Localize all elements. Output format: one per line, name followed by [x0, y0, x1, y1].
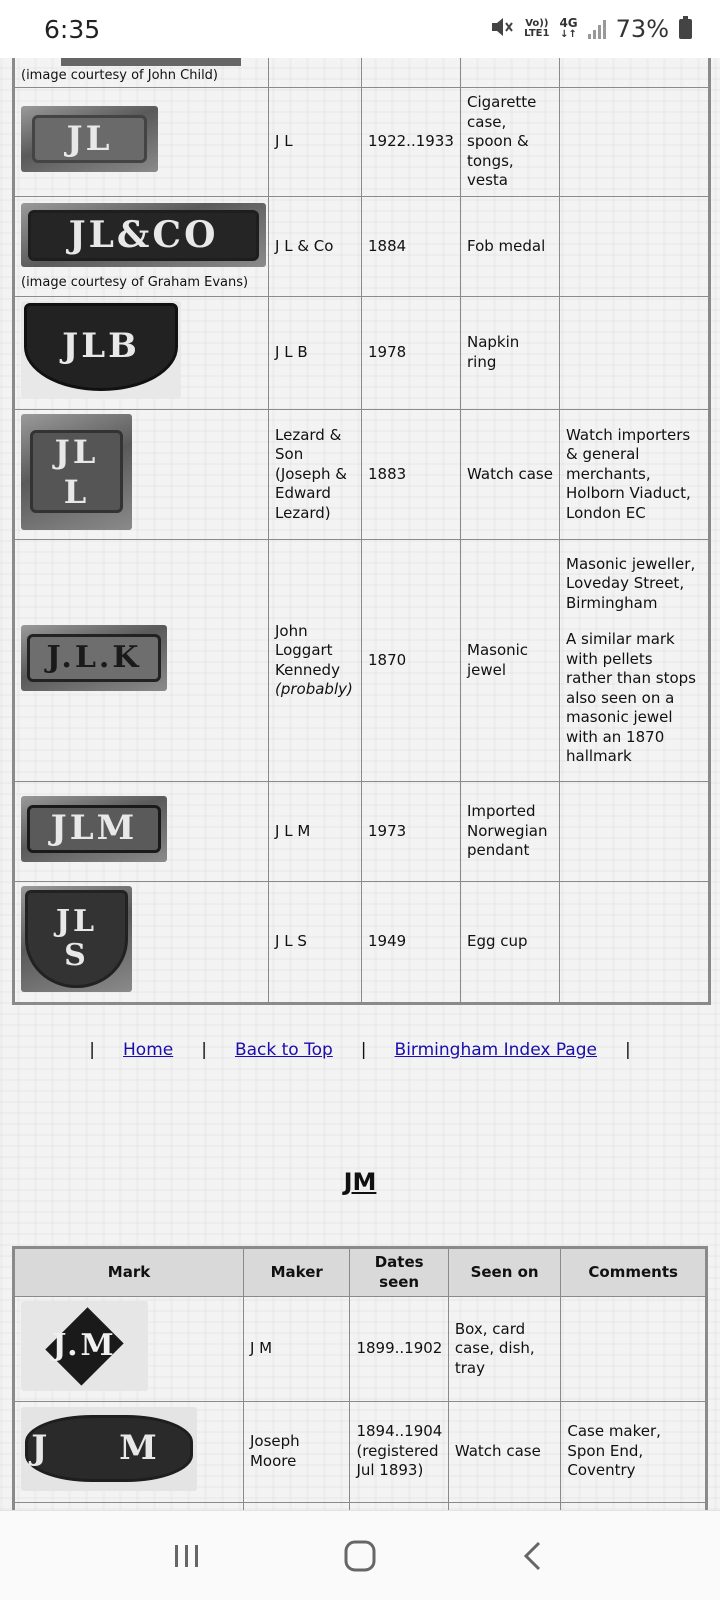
maker-cell: J L M: [269, 782, 362, 882]
header-seen-on: Seen on: [448, 1248, 560, 1297]
birmingham-index-link[interactable]: Birmingham Index Page: [394, 1040, 597, 1060]
mark-image: JL L: [21, 414, 132, 530]
mark-cell: [14, 782, 269, 882]
dates-cell: 1884: [362, 197, 461, 297]
table-row: [14, 782, 710, 882]
maker-cell: Lezard & Son (Joseph & Edward Lezard): [269, 409, 362, 540]
seen-on-cell: Egg cup: [461, 882, 560, 1004]
comments-cell: [560, 88, 710, 197]
mark-image: [61, 58, 241, 66]
dates-cell: 1922..1933: [362, 88, 461, 197]
mark-cell: [14, 882, 269, 1004]
back-to-top-link[interactable]: Back to Top: [234, 1040, 333, 1060]
maker-note: (probably): [275, 680, 353, 698]
system-nav-bar: [0, 1510, 720, 1600]
marks-table-jm: [12, 1246, 708, 1510]
maker-cell: J M: [243, 1297, 349, 1402]
volte-indicator: Vo)) LTE1: [524, 18, 550, 39]
network-indicator: 4G ↓↑: [559, 16, 578, 40]
table-row: [14, 1297, 707, 1402]
maker-cell: J L S: [269, 882, 362, 1004]
comments-cell: [560, 782, 710, 882]
seen-on-cell: Watch case: [461, 409, 560, 540]
table-row: [14, 882, 710, 1004]
header-comments: Comments: [561, 1248, 707, 1297]
page-nav-links: | Home | Back to Top | Birmingham Index Page |: [89, 1040, 631, 1060]
table-row: [14, 58, 710, 88]
comments-cell: Masonic jeweller, Loveday Street, Birmingham A similar mark with pellets rather than stops also seen on a masonic jewel with an 1870 hallmark: [560, 540, 710, 782]
table-row: [14, 540, 710, 782]
marks-table-jl: [12, 58, 711, 1005]
recents-button[interactable]: [157, 1531, 217, 1581]
home-button[interactable]: [330, 1531, 390, 1581]
seen-on-cell: Napkin ring: [461, 297, 560, 410]
mute-icon: [490, 16, 514, 42]
dates-cell: 1883: [362, 409, 461, 540]
comments-cell: Watch importers & general merchants, Holborn Viaduct, London EC: [560, 409, 710, 540]
mark-image: JLM: [21, 796, 167, 862]
web-page[interactable]: [0, 58, 720, 1510]
maker-cell: J L & Co: [269, 197, 362, 297]
mark-cell: [14, 1401, 244, 1502]
comments-cell: Case maker, Spon End, Coventry: [561, 1401, 707, 1502]
mark-image: JL&CO: [21, 203, 266, 267]
back-icon: [521, 1540, 545, 1572]
mark-cell: [14, 88, 269, 197]
mark-image: JLB: [21, 301, 181, 399]
comments-cell: [560, 297, 710, 410]
table-row: [14, 88, 710, 197]
home-icon: [343, 1539, 377, 1573]
table-row: [14, 409, 710, 540]
status-bar: [0, 0, 720, 58]
table-row: [14, 1401, 707, 1502]
battery-percent: 73%: [615, 15, 669, 43]
comments-cell: [561, 1297, 707, 1402]
comments-cell: [560, 197, 710, 297]
mark-cell: [14, 58, 269, 88]
mark-cell: [14, 1502, 244, 1510]
table-row: [14, 297, 710, 410]
table-row: [14, 197, 710, 297]
image-credit: (image courtesy of John Child): [21, 68, 218, 83]
dates-cell: 1894..1904 (registered Jul 1893): [350, 1401, 448, 1502]
dates-cell: 1870: [362, 540, 461, 782]
mark-cell: [14, 1297, 244, 1402]
status-icons: [490, 15, 692, 43]
recents-icon: [172, 1541, 202, 1571]
mark-image: J.M: [21, 1301, 148, 1391]
dates-cell: 1973: [362, 782, 461, 882]
mark-cell: [14, 197, 269, 297]
header-dates: Dates seen: [350, 1248, 448, 1297]
dates-cell: 1978: [362, 297, 461, 410]
comments-cell: [560, 882, 710, 1004]
signal-icon: [588, 19, 606, 39]
dates-cell: 1899..1902: [350, 1297, 448, 1402]
seen-on-cell: Cigarette case, spoon & tongs, vesta: [461, 88, 560, 197]
maker-cell: J L: [269, 88, 362, 197]
status-time: 6:35: [44, 14, 101, 44]
battery-icon: [679, 19, 692, 39]
seen-on-cell: Masonic jewel: [461, 540, 560, 782]
mark-cell: [14, 540, 269, 782]
home-link[interactable]: Home: [123, 1040, 174, 1060]
maker-cell: Joseph Moore: [243, 1401, 349, 1502]
maker-cell: J L B: [269, 297, 362, 410]
section-heading-jm: JM: [343, 1168, 377, 1196]
back-button[interactable]: [503, 1531, 563, 1581]
mark-cell: [14, 297, 269, 410]
maker-cell: John Loggart Kennedy (probably): [269, 540, 362, 782]
mark-image: JL: [21, 106, 158, 172]
seen-on-cell: Fob medal: [461, 197, 560, 297]
table-row: [14, 1502, 707, 1510]
header-maker: Maker: [243, 1248, 349, 1297]
table-header-row: [14, 1248, 707, 1297]
image-credit: (image courtesy of Graham Evans): [21, 274, 249, 290]
mark-cell: [14, 409, 269, 540]
mark-image: J M: [21, 1407, 197, 1491]
header-mark: Mark: [14, 1248, 244, 1297]
mark-image: J.L.K: [21, 625, 167, 691]
mark-image: JL S: [21, 886, 132, 992]
seen-on-cell: Box, card case, dish, tray: [448, 1297, 560, 1402]
dates-cell: 1949: [362, 882, 461, 1004]
seen-on-cell: Watch case: [448, 1401, 560, 1502]
seen-on-cell: Imported Norwegian pendant: [461, 782, 560, 882]
